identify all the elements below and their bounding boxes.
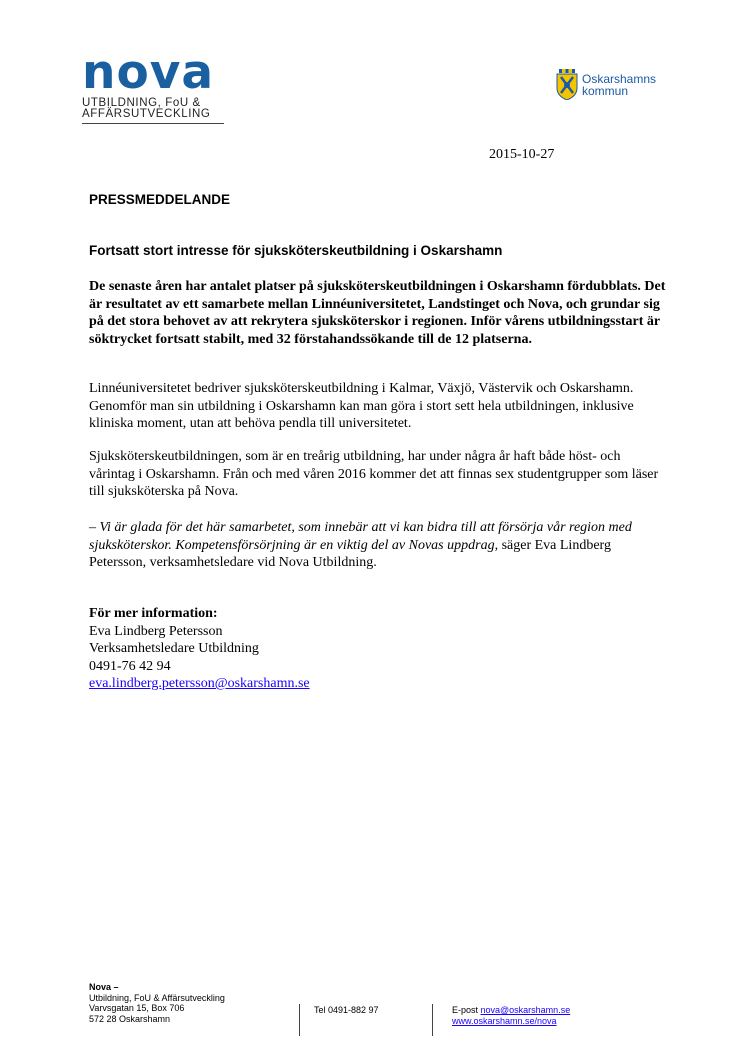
footer-divider-2	[432, 1004, 433, 1036]
document-date: 2015-10-27	[489, 147, 555, 162]
quote-paragraph	[89, 519, 669, 572]
footer-email-row	[452, 1005, 570, 1016]
nova-logo	[82, 45, 227, 124]
contact-role: Verksamhetsledare Utbildning	[89, 641, 259, 656]
quote-text: – Vi är glada för det här samarbetet, som innebär att vi kan bidra till att försörja vår region med sjuksköterskor. Kompetensförsörjning är en viktig del av Novas uppdrag,	[89, 520, 632, 553]
oskarshamn-logo-line1: Oskarshamns	[582, 71, 657, 86]
footer-address-line2: 572 28 Oskarshamn	[89, 1013, 171, 1024]
nova-wordmark: nova	[82, 45, 215, 100]
footer-email-prefix: E-post	[452, 1005, 481, 1015]
document-label: PRESSMEDDELANDE	[89, 192, 231, 207]
footer-org-title: Nova –	[89, 982, 119, 992]
crest-icon	[556, 69, 578, 100]
page-title: Fortsatt stort intresse för sjuksköterskeutbildning i Oskarshamn	[89, 243, 503, 258]
body-paragraph-2: Sjuksköterskeutbildningen, som är en treårig utbildning, har under några år haft både höst- och vårintag i Oskarshamn. Från och med våren 2016 kommer det att finnas sex studentgrupper som läser till sjuksköterska på Nova.	[89, 449, 659, 499]
contact-email-link[interactable]: eva.lindberg.petersson@oskarshamn.se	[89, 676, 310, 691]
footer-divider-1	[299, 1004, 300, 1036]
quote-attribution: säger Eva Lindberg Petersson, verksamhetsledare vid Nova Utbildning.	[89, 537, 611, 570]
lead-paragraph: De senaste åren har antalet platser på sjuksköterskeutbildningen i Oskarshamn fördubblats. Det är resultatet av ett samarbete mellan Linnéuniversitetet, Landstinget och Nova, och grundar sig på det stora behovet av att rekrytera sjuksköterskor i regionen. Inför vårens utbildningsstart är söktrycket fortsatt stabilt, med 32 förstahandssökande till de 12 platserna.	[89, 279, 666, 347]
contact-name: Eva Lindberg Petersson	[89, 623, 223, 639]
oskarshamn-logo	[556, 69, 656, 100]
footer-address-line1: Varvsgatan 15, Box 706	[89, 1003, 185, 1013]
footer-email-link[interactable]: nova@oskarshamn.se	[480, 1005, 571, 1015]
contact-phone: 0491-76 42 94	[89, 658, 171, 674]
nova-subtitle-line2: AFFÄRSUTVECKLING	[82, 108, 211, 120]
footer-org-line: Utbildning, FoU & Affärsutveckling	[89, 992, 225, 1003]
footer-phone: Tel 0491-882 97	[314, 1005, 379, 1015]
nova-logo-rule	[82, 123, 224, 124]
oskarshamn-logo-text	[582, 73, 656, 97]
footer-contact	[452, 1005, 570, 1026]
body-paragraph-1: Linnéuniversitetet bedriver sjuksköterskeutbildning i Kalmar, Växjö, Västervik och Oskarshamn. Genomför man sin utbildning i Oskarshamn kan man göra i stort sett hela utbildningen, inklusive kliniska moment, utan att behöva pendla till universitetet.	[89, 381, 634, 431]
footer-address	[89, 982, 225, 1024]
contact-block	[89, 605, 310, 693]
nova-subtitle-line1: UTBILDNING, FoU &	[82, 97, 201, 109]
oskarshamn-logo-line2: kommun	[582, 83, 629, 98]
contact-heading: För mer information:	[89, 606, 218, 621]
footer-web-link[interactable]: www.oskarshamn.se/nova	[452, 1015, 557, 1026]
